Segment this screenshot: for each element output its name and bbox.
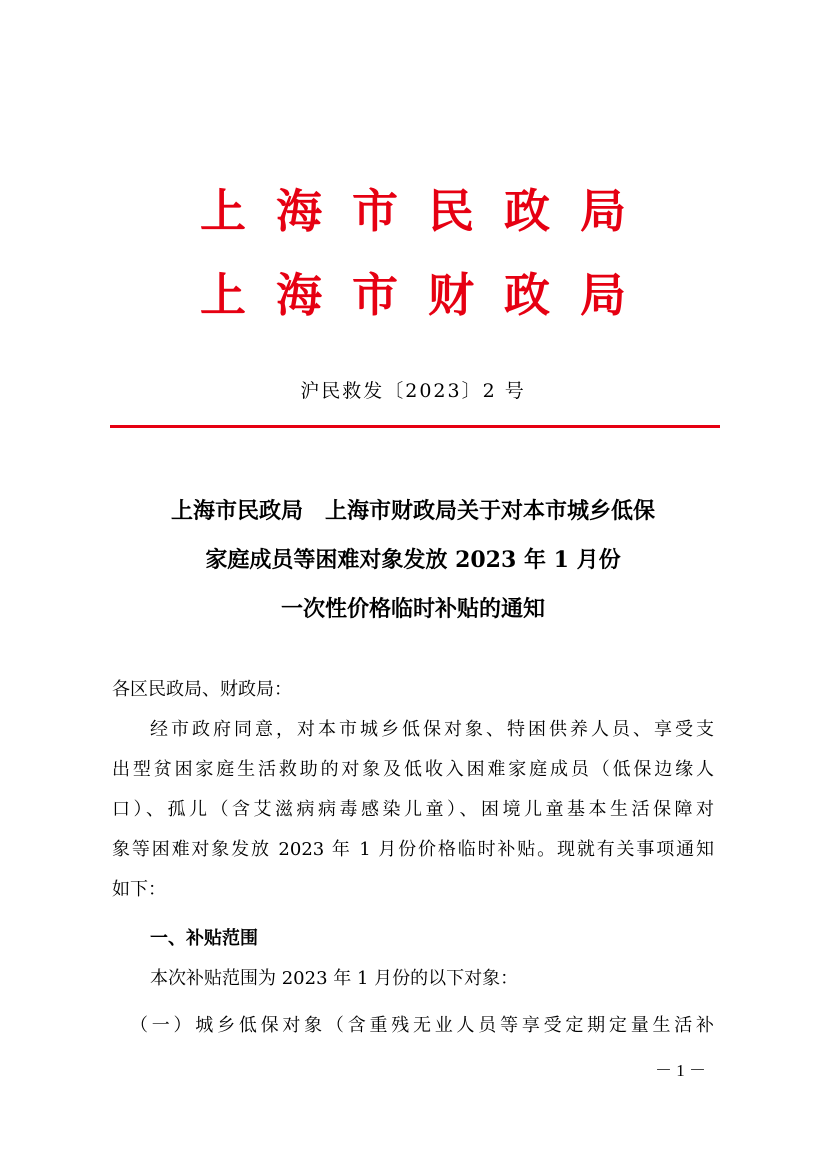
title-line-1: 上海市民政局 上海市财政局关于对本市城乡低保 bbox=[170, 498, 655, 524]
paragraph-line: 象等困难对象发放 2023 年 1 月份价格临时补贴。现就有关事项通知 bbox=[112, 839, 714, 860]
list-item: （一）城乡低保对象（含重残无业人员等享受定期定量生活补 bbox=[130, 1015, 714, 1036]
section-intro: 本次补贴范围为 2023 年 1 月份的以下对象： bbox=[150, 968, 519, 989]
title-line-3: 一次性价格临时补贴的通知 bbox=[280, 596, 545, 622]
authority-line-civil-affairs: 上海市民政局 bbox=[200, 184, 656, 238]
title-line-2: 家庭成员等困难对象发放 2023 年 1 月份 bbox=[205, 547, 621, 573]
red-separator-rule bbox=[110, 425, 720, 428]
paragraph-line: 出型贫困家庭生活救助的对象及低收入困难家庭成员（低保边缘人 bbox=[112, 759, 714, 780]
authority-line-finance: 上海市财政局 bbox=[200, 268, 656, 322]
salutation: 各区民政局、财政局： bbox=[112, 679, 292, 700]
paragraph-line: 如下： bbox=[112, 879, 166, 900]
page-number: － 1 － bbox=[655, 1061, 706, 1080]
paragraph-line: 口）、孤儿（含艾滋病病毒感染儿童）、困境儿童基本生活保障对 bbox=[112, 799, 714, 820]
paragraph-line: 经市政府同意，对本市城乡低保对象、特困供养人员、享受支 bbox=[150, 719, 714, 740]
document-number: 沪民救发〔2023〕2 号 bbox=[300, 380, 526, 402]
section-heading: 一、补贴范围 bbox=[150, 928, 258, 949]
